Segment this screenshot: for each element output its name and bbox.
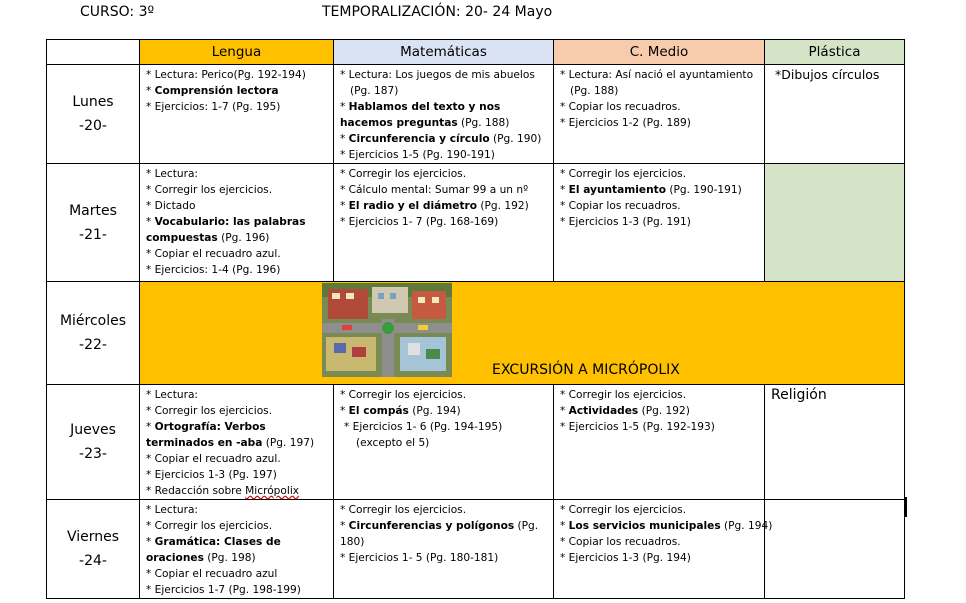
task-item: *Dibujos círculos	[775, 67, 880, 82]
excursion-cell	[140, 282, 905, 385]
task-item: * Ejercicios 1-3 (Pg. 197)	[146, 469, 277, 481]
task-item: * Copiar el recuadro azul	[146, 568, 278, 580]
task-item: * Ejercicios 1-3 (Pg. 194)	[560, 552, 691, 564]
task-item: * Ejercicios: 1-4 (Pg. 196)	[146, 264, 281, 276]
cell-martes-medio	[554, 164, 765, 282]
task-item: * Corregir los ejercicios.	[340, 389, 467, 401]
excursion-title: EXCURSIÓN A MICRÓPOLIX	[492, 362, 680, 378]
task-item: * Corregir los ejercicios.	[560, 168, 687, 180]
cell-jueves-lengua	[140, 385, 334, 500]
day-name: Lunes	[72, 94, 114, 110]
cell-martes-lengua	[140, 164, 334, 282]
day-name: Viernes	[66, 529, 120, 545]
col-header-matematicas: Matemáticas	[334, 40, 554, 65]
task-item: * Los servicios municipales (Pg. 194)	[560, 520, 773, 532]
task-item: * Corregir los ejercicios.	[560, 389, 687, 401]
curso-label: CURSO: 3º	[80, 4, 155, 20]
task-item: (excepto el 5)	[356, 437, 430, 449]
cell-jueves-medio	[554, 385, 765, 500]
row-viernes	[47, 500, 905, 599]
cell-jueves-matematicas	[334, 385, 554, 500]
day-name: Jueves	[70, 422, 116, 438]
task-item: * Ejercicios 1-3 (Pg. 191)	[560, 216, 691, 228]
task-item: * Corregir los ejercicios.	[146, 184, 273, 196]
task-item: * Lectura:	[146, 504, 199, 516]
task-item: Religión	[771, 387, 827, 403]
task-item: * Ejercicios 1- 7 (Pg. 168-169)	[340, 216, 499, 228]
task-item: * Copiar los recuadros.	[560, 200, 681, 212]
task-item: * Copiar los recuadros.	[560, 536, 681, 548]
cell-lunes-matematicas	[334, 65, 554, 164]
task-item: * Copiar el recuadro azul.	[146, 453, 281, 465]
task-item: * Cálculo mental: Sumar 99 a un nº	[340, 184, 529, 196]
task-item: * El radio y el diámetro (Pg. 192)	[340, 200, 529, 212]
task-item: * Ejercicios 1-5 (Pg. 192-193)	[560, 421, 715, 433]
cell-lunes-plastica	[765, 65, 905, 164]
task-item: * Dictado	[146, 200, 196, 212]
row-martes	[47, 164, 905, 282]
day-name: Miércoles	[59, 313, 127, 329]
task-item: * Ejercicios: 1-7 (Pg. 195)	[146, 101, 281, 113]
task-item: (Pg. 187)	[350, 85, 399, 97]
task-item: * Corregir los ejercicios.	[146, 520, 273, 532]
header-row	[47, 40, 905, 65]
col-header-lengua: Lengua	[140, 40, 334, 65]
row-jueves	[47, 385, 905, 500]
task-item: * Lectura: Los juegos de mis abuelos	[340, 69, 535, 81]
day-miercoles	[47, 282, 140, 385]
day-number: -22-	[79, 337, 107, 353]
task-item: * Hablamos del texto y nos hacemos preguntas (Pg. 188)	[340, 101, 510, 129]
corner-cell	[47, 40, 140, 65]
task-item: * El ayuntamiento (Pg. 190-191)	[560, 184, 742, 196]
day-number: -20-	[79, 118, 107, 134]
task-item: * El compás (Pg. 194)	[340, 405, 461, 417]
cell-martes-plastica	[765, 164, 905, 282]
task-item: * Lectura: Así nació el ayuntamiento	[560, 69, 754, 81]
cell-jueves-plastica	[765, 385, 905, 500]
task-item: * Lectura:	[146, 168, 199, 180]
cell-lunes-lengua	[140, 65, 334, 164]
row-lunes	[47, 65, 905, 164]
task-item: * Copiar el recuadro azul.	[146, 248, 281, 260]
task-item: * Lectura:	[146, 389, 199, 401]
day-lunes	[47, 65, 140, 164]
day-number: -24-	[79, 553, 107, 569]
task-item: * Ejercicios 1-7 (Pg. 198-199)	[146, 584, 301, 596]
day-jueves	[47, 385, 140, 500]
schedule-table	[46, 39, 905, 599]
task-item: * Vocabulario: las palabras compuestas (Pg. 196)	[146, 216, 306, 244]
task-item: * Corregir los ejercicios.	[560, 504, 687, 516]
cell-viernes-lengua	[140, 500, 334, 599]
task-item: * Corregir los ejercicios.	[340, 168, 467, 180]
day-name: Martes	[69, 202, 117, 219]
task-item: * Circunferencia y círculo (Pg. 190)	[340, 133, 542, 145]
col-header-plastica: Plástica	[765, 40, 905, 65]
task-item: * Ejercicios 1- 6 (Pg. 194-195)	[344, 421, 503, 433]
task-item: * Redacción sobre Micrópolix	[146, 485, 300, 497]
cell-viernes-medio	[554, 500, 773, 599]
task-item: * Circunferencias y polígonos (Pg. 180)	[340, 520, 539, 548]
temporalizacion-title: TEMPORALIZACIÓN: 20- 24 Mayo	[322, 4, 553, 20]
task-item: * Copiar los recuadros.	[560, 101, 681, 113]
cell-martes-matematicas	[334, 164, 554, 282]
task-item: * Gramática: Clases de oraciones (Pg. 198)	[146, 536, 281, 564]
task-item: * Ortografía: Verbos terminados en -aba (Pg. 197)	[146, 421, 315, 449]
row-miercoles	[47, 282, 905, 385]
day-number: -23-	[79, 446, 107, 462]
task-item: * Comprensión lectora	[146, 85, 279, 97]
col-header-medio: C. Medio	[554, 40, 765, 65]
task-item: (Pg. 188)	[570, 85, 619, 97]
task-item: * Lectura: Perico(Pg. 192-194)	[146, 69, 306, 81]
task-item: * Ejercicios 1-2 (Pg. 189)	[560, 117, 691, 129]
cell-viernes-matematicas	[334, 500, 554, 599]
day-viernes	[47, 500, 140, 599]
task-item: * Corregir los ejercicios.	[146, 405, 273, 417]
text-cursor	[905, 497, 907, 517]
day-martes	[47, 164, 140, 282]
micropolix-city-image	[322, 283, 452, 377]
day-number: -21-	[79, 226, 107, 243]
task-item: * Corregir los ejercicios.	[340, 504, 467, 516]
task-item: * Ejercicios 1- 5 (Pg. 180-181)	[340, 552, 499, 564]
task-item: * Ejercicios 1-5 (Pg. 190-191)	[340, 149, 495, 161]
cell-lunes-medio	[554, 65, 765, 164]
cell-viernes-plastica	[765, 500, 905, 599]
task-item: * Actividades (Pg. 192)	[560, 405, 690, 417]
